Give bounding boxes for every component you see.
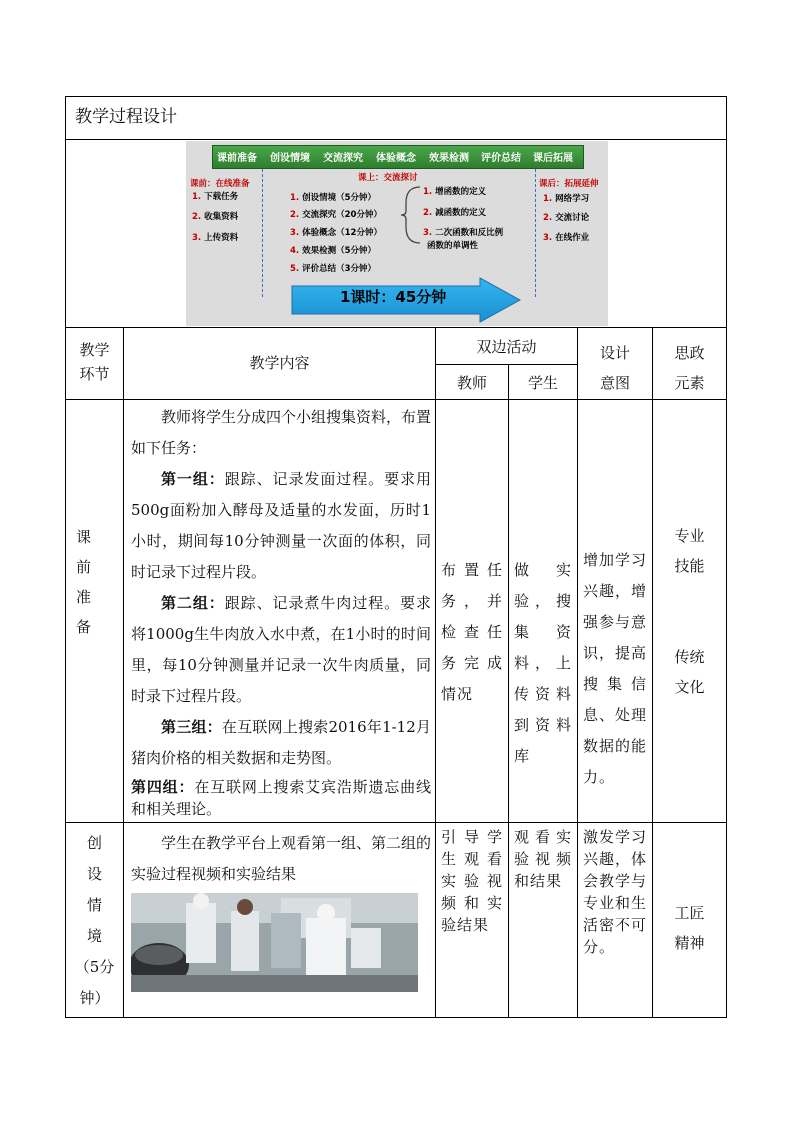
phase-tab: 交流探究 <box>323 153 363 164</box>
header-teacher: 教师 <box>456 374 487 392</box>
in-item: 4. 效果检测（5分钟） <box>290 246 377 256</box>
concept-item: 2. 减函数的定义 <box>423 208 487 218</box>
col-line-2 <box>435 327 436 1018</box>
pre-item: 3. 上传资料 <box>192 233 239 243</box>
experiment-photo <box>131 893 418 992</box>
rule-diagram <box>65 327 727 328</box>
row1-civic-2: 传统 文化 <box>674 648 705 696</box>
group-3-task: 第三组：在互联网上搜索2016年1-12月猪肉价格的相关数据和走势图。 <box>131 718 431 767</box>
in-class-title: 课上：交流探讨 <box>358 173 418 183</box>
table-border-right <box>726 96 727 1018</box>
header-intent: 设计 意图 <box>599 344 630 392</box>
row2-student: 观看实验视频和结果 <box>514 828 572 890</box>
pre-class-title: 课前：在线准备 <box>190 179 250 189</box>
divider-pre <box>262 169 263 297</box>
header-student: 学生 <box>527 374 558 392</box>
rule-row1 <box>65 822 727 823</box>
row1-civic-1: 专业 技能 <box>674 527 705 575</box>
phase-tab: 创设情境 <box>270 153 310 164</box>
post-item: 2. 交流讨论 <box>543 213 590 223</box>
post-item: 1. 网络学习 <box>543 194 590 204</box>
header-content: 教学内容 <box>249 354 310 372</box>
section-title: 教学过程设计 <box>75 107 177 127</box>
rule-title <box>65 139 727 140</box>
table-border-bottom <box>65 1017 727 1018</box>
rule-subheader <box>435 364 577 365</box>
group-2-task: 第二组：跟踪、记录煮牛肉过程。要求将1000g生牛肉放入水中煮，在1小时的时间里，每10分钟测量并记录一次牛肉质量，同时录下过程片段。 <box>131 594 431 705</box>
row1-content <box>131 402 431 820</box>
kitchen-scene-image <box>131 893 418 992</box>
row1-intent: 增加学习兴趣，增强参与意识，提高搜集信息、处理数据的能力。 <box>583 551 648 786</box>
in-item: 5. 评价总结（3分钟） <box>290 264 377 274</box>
group-4-task: 第四组：在互联网上搜索艾宾浩斯遗忘曲线和相关理论。 <box>131 778 431 818</box>
pre-item: 1. 下载任务 <box>192 192 239 202</box>
concept-item-tail: 函数的单调性 <box>427 241 479 251</box>
pre-item: 2. 收集资料 <box>192 212 239 222</box>
row1-teacher: 布置任务，并检查任务完成情况 <box>441 561 503 703</box>
row2-civic: 工匠 精神 <box>674 904 705 952</box>
table-border-top <box>65 96 727 97</box>
concept-item: 1. 增函数的定义 <box>423 187 487 197</box>
col-line-4 <box>577 327 578 1018</box>
group-1-task: 第一组：跟踪、记录发面过程。要求用500g面粉加入酵母及适量的水发面，历时1小时，期间每10分钟测量一次面的体积，同时记录下过程片段。 <box>131 470 431 581</box>
lesson-flow-diagram <box>186 141 608 326</box>
col-line-3 <box>508 364 509 1018</box>
row1-stage: 课 前 准 备 <box>76 528 92 636</box>
row2-teacher: 引导学生观看实验视频和实验结果 <box>441 828 503 934</box>
bracket-icon <box>400 185 422 245</box>
phase-tab-bar <box>212 145 584 169</box>
phase-tab: 体验概念 <box>376 153 416 164</box>
divider-post <box>535 169 536 297</box>
header-civic: 思政 元素 <box>674 344 705 392</box>
in-item: 1. 创设情境（5分钟） <box>290 193 377 203</box>
col-line-1 <box>123 327 124 1018</box>
duration-label: 1课时：45分钟 <box>340 288 447 306</box>
phase-tab: 课前准备 <box>217 153 257 164</box>
post-class-title: 课后：拓展延伸 <box>539 179 599 189</box>
phase-tab: 课后拓展 <box>533 153 573 164</box>
row2-content: 学生在教学平台上观看第一组、第二组的实验过程视频和实验结果 <box>131 834 432 883</box>
post-item: 3. 在线作业 <box>543 233 590 243</box>
phase-tab: 评价总结 <box>481 153 521 164</box>
row2-intent: 激发学习兴趣，体会教学与专业和生活密不可分。 <box>583 828 648 956</box>
concept-item: 3. 二次函数和反比例 <box>423 228 504 238</box>
phase-tab: 效果检测 <box>429 153 469 164</box>
in-item: 3. 体验概念（12分钟） <box>290 228 382 238</box>
rule-header <box>65 399 727 400</box>
in-item: 2. 交流探究（20分钟） <box>290 210 382 220</box>
row1-intro: 教师将学生分成四个小组搜集资料，布置如下任务： <box>131 408 432 457</box>
header-stage: 教学 环节 <box>79 341 110 383</box>
header-activity: 双边活动 <box>476 338 537 356</box>
row2-stage: 创 设 情 境 （5分 钟） <box>74 834 115 1007</box>
row1-student: 做实验，搜集资料，上传资料到资料库 <box>514 561 572 765</box>
